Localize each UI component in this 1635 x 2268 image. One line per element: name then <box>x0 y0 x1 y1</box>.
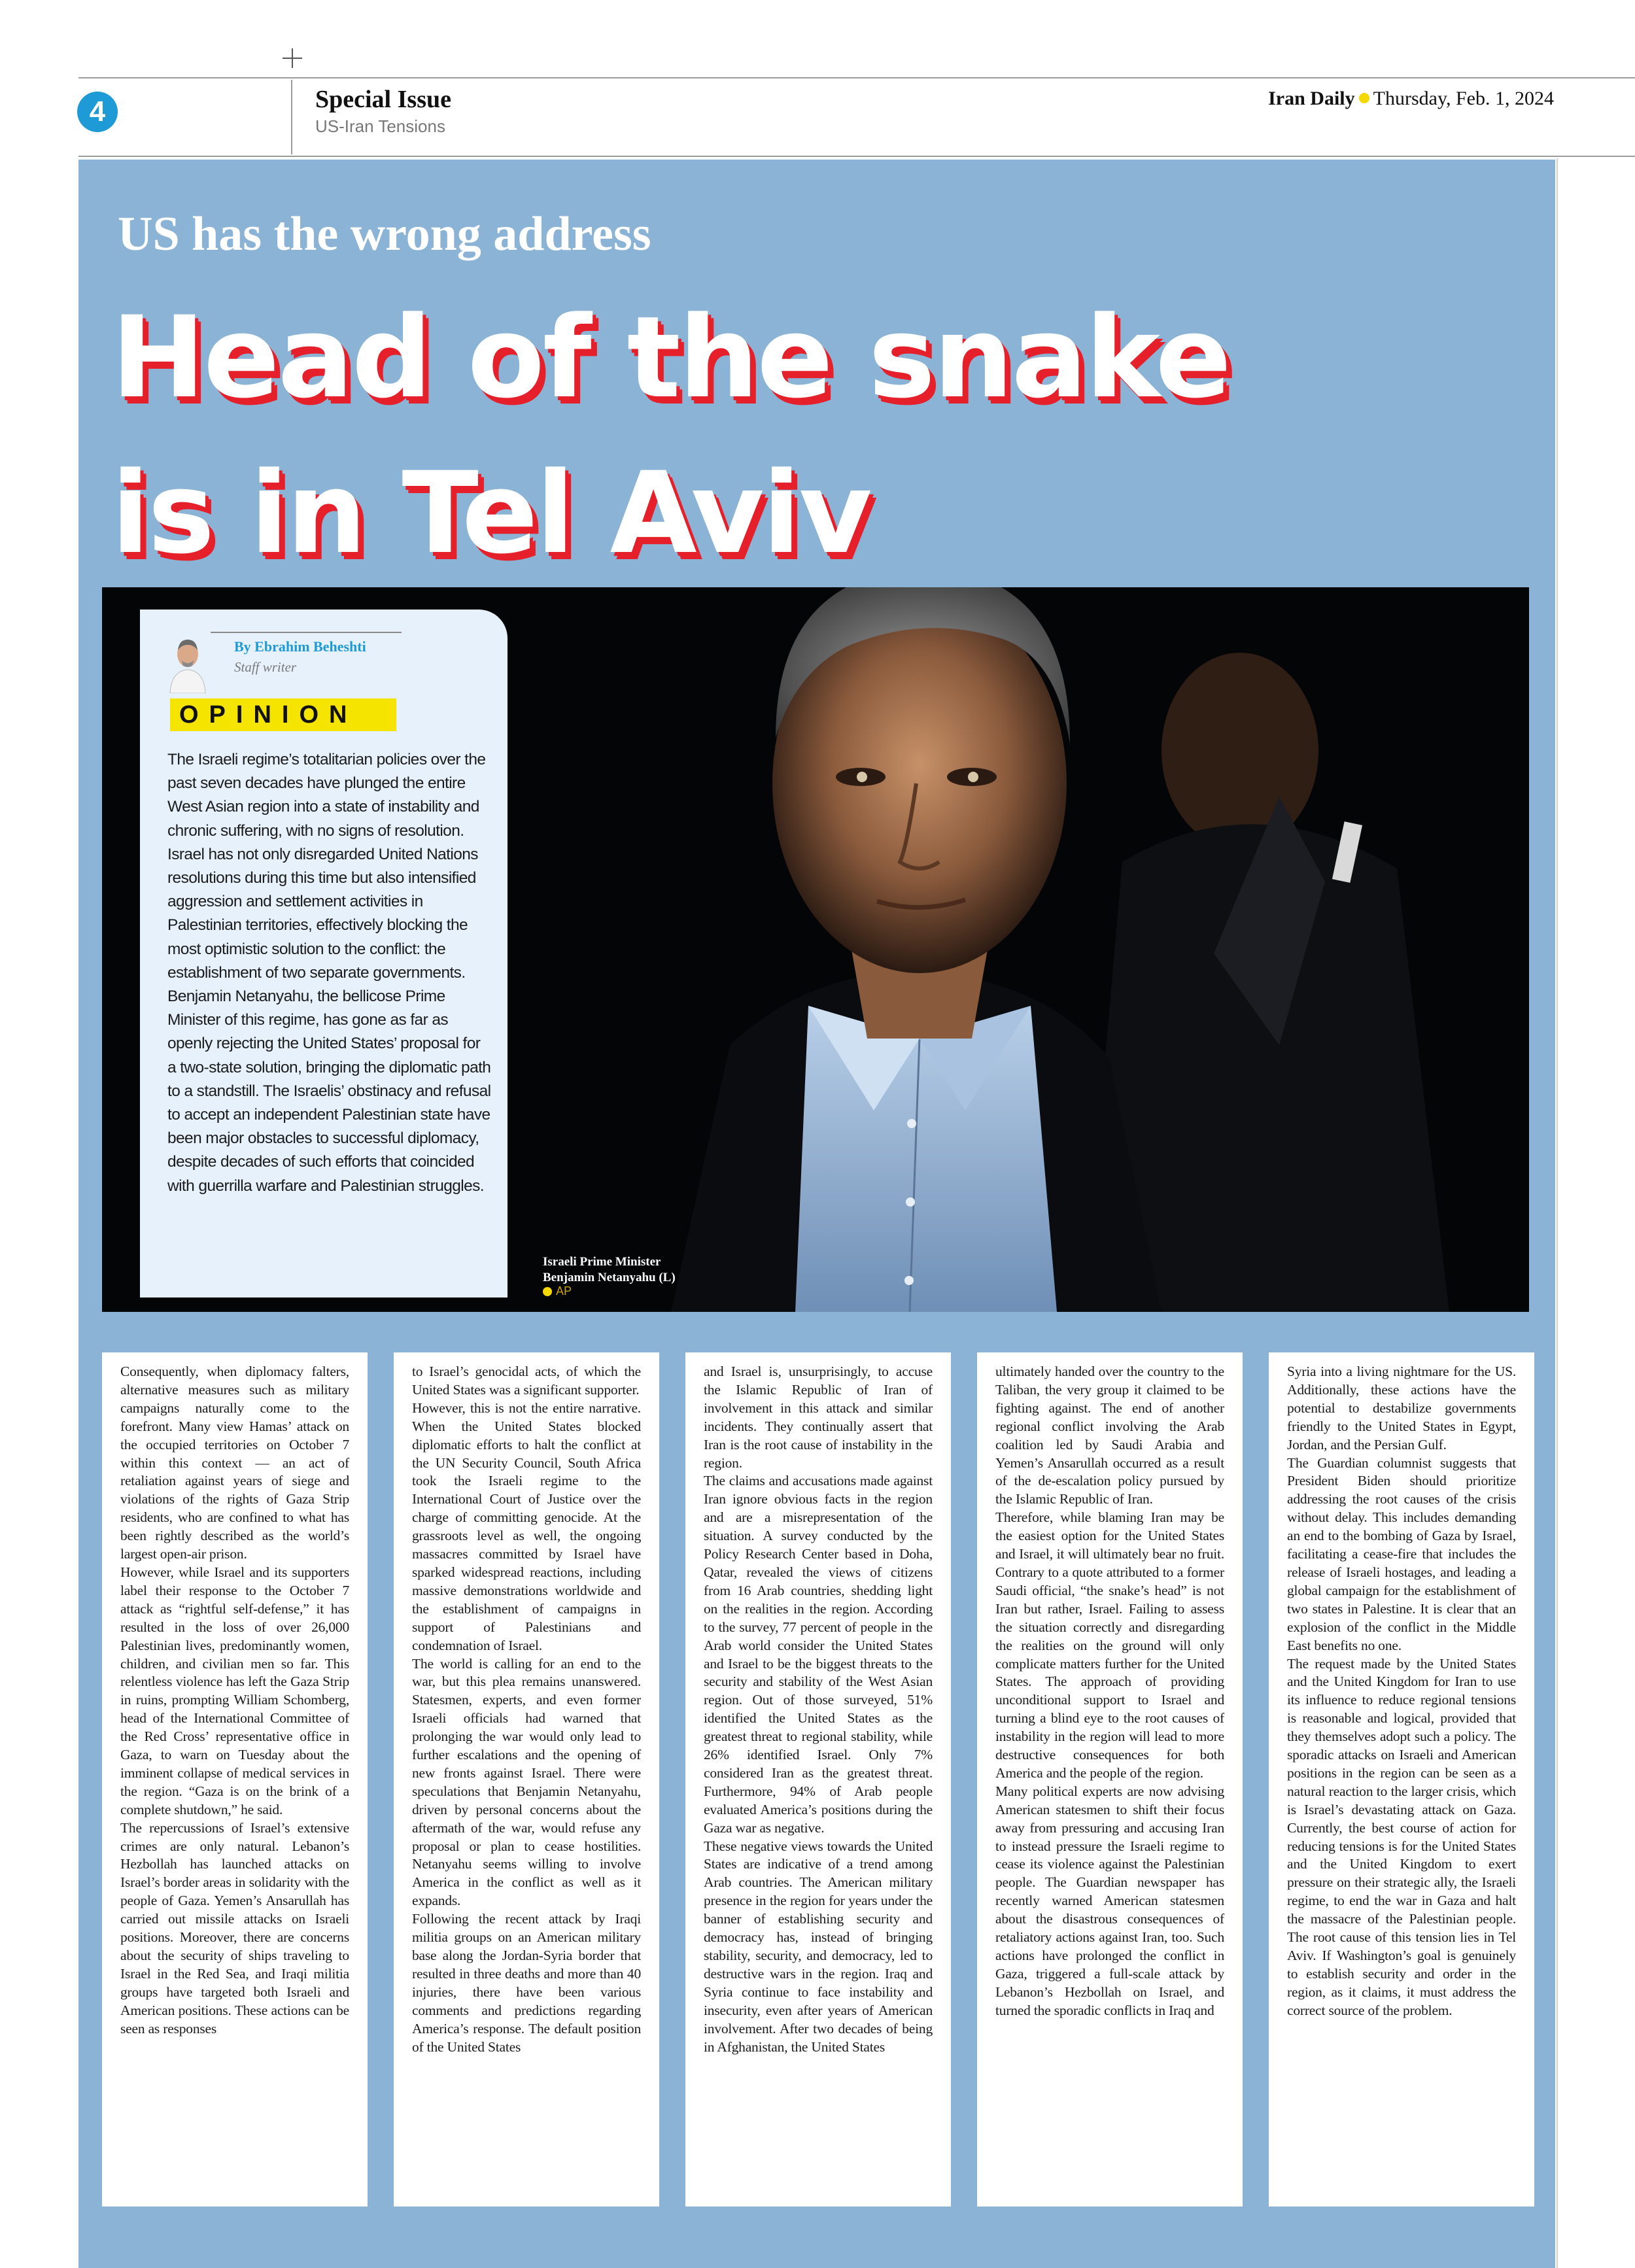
paragraph: Syria into a living nightmare for the US. Additionally, these actions have the potential to destabilize governments friendly to the United States in Egypt, Jordan, and the Persian Gulf. <box>1287 1364 1516 1452</box>
paragraph: Many political experts are now advising American statesmen to shift their focus away from pressuring and accusing Iran to instead pressure the Israeli regime to cease its violence against the Palestinian people. The Guardian newspaper has recently warned American statesmen about the disastrous consequences of retaliatory actions against Iran, too. Such actions have prolonged the conflict in Gaza, triggered a full-scale attack by Lebanon’s Hezbollah on Israel, and turned the sporadic conflicts in Iraq and <box>995 1783 1224 2018</box>
paragraph: The Guardian columnist suggests that President Biden should prioritize addressing the root causes of the crisis without delay. This includes demanding an end to the bombing of Gaza by Israel, facilitating a cease-fire that includes the release of Israeli hostages, and leading a global campaign for the establishment of two states in Palestine. It is clear that an explosion of the conflict in the Middle East benefits no one. <box>1287 1454 1516 1653</box>
author-role: Staff writer <box>234 659 297 675</box>
byline-rule <box>186 632 402 633</box>
article-column-2 <box>394 1352 659 2207</box>
section-subtitle: US-Iran Tensions <box>315 116 445 136</box>
intro-paragraph: Benjamin Netanyahu, the bellicose Prime Minister of this regime, has gone as far as openly rejecting the United States’ proposal for a two-state solution, bringing the diplomatic path to a standstill. The Israelis’ obstinacy and refusal to accept an independent Palestinian state have been major obstacles to successful diplomacy, despite decades of such efforts that coincided with guerrilla warfare and Palestinian struggles. <box>167 988 491 1195</box>
article-column-5 <box>1269 1352 1534 2207</box>
paragraph: The request made by the United States and the United Kingdom for Iran to use its influence to reduce regional tensions is reasonable and logical, provided that they themselves adopt such a policy. The sporadic attacks on Israeli and American positions in the region can be seen as a natural reaction to the larger crisis, which is Israel’s devastating attack on Gaza. Currently, the best course of action for reducing tensions is for the United States and the United Kingdom to exert pressure on their strategic ally, the Israeli regime, to end the war in Gaza and halt the massacre of the Palestinian people. The root cause of this tension lies in Tel Aviv. If Washington’s goal is genuinely to establish security and order in the region, as it claims, it must address the correct source of the problem. <box>1287 1655 1516 2018</box>
photo-caption-line2: Benjamin Netanyahu (L) <box>543 1271 676 1284</box>
paragraph: These negative views towards the United States are indicative of a trend among Arab countries. The American military presence in the region for years under the banner of establishing security and democracy has, instead of bringing stability, security, and democracy, led to destructive wars in the region. Iraq and Syria continue to face instability and insecurity, even after years of American involvement. After two decades of being in Afghanistan, the United States <box>704 1838 933 2055</box>
header-top-rule <box>78 77 1635 78</box>
intro-paragraph: The Israeli regime’s totalitarian policies over the past seven decades have plunged the entire West Asian region into a state of instability and chronic suffering, with no signs of resolution. Israel has not only disregarded United Nations resolutions during this time but also intensified aggression and settlement activities in Palestinian territories, effectively blocking the most optimistic solution to the conflict: the establishment of two separate governments. <box>167 751 486 982</box>
crop-mark-icon <box>283 48 302 68</box>
header-separator <box>291 80 292 154</box>
headline-line-1: Head of the snake <box>111 292 1230 423</box>
section-title: Special Issue <box>315 86 451 113</box>
masthead <box>1268 88 1554 110</box>
page-margin <box>1557 158 1635 2268</box>
article-column-3 <box>685 1352 951 2207</box>
author-avatar <box>165 630 211 693</box>
separator-dot-icon <box>1359 93 1369 103</box>
paragraph: and Israel is, unsurprisingly, to accuse the Islamic Republic of Iran of involvement in this attack and similar incidents. They continually assert that Iran is the root cause of instability in the region. <box>704 1364 933 1471</box>
paragraph: to Israel’s genocidal acts, of which the United States was a significant supporter. <box>412 1364 641 1398</box>
article-column-4 <box>977 1352 1243 2207</box>
paragraph: ultimately handed over the country to the Taliban, the very group it claimed to be fighting against. The end of another regional conflict involving the Arab coalition led by Saudi Arabia and Yemen’s Ansarullah occurred as a result of the de-escalation policy pursued by the Islamic Republic of Iran. <box>995 1364 1224 1507</box>
author-name: By Ebrahim Beheshti <box>234 638 366 655</box>
paragraph: Therefore, while blaming Iran may be the easiest option for the United States and Israel, it will ultimately bear no fruit. Contrary to a quote attributed to a former Saudi official, “the snake’s head” is not Iran but rather, Israel. Failing to assess the situation correctly and disregarding the realities on the ground will only complicate matters further for the United States. The approach of providing unconditional support to Israel and turning a blind eye to the root causes of instability in the region will lead to more destructive consequences for both America and the people of the region. <box>995 1509 1224 1781</box>
photo-credit-text: AP <box>556 1284 572 1297</box>
header-bottom-rule <box>78 156 1635 157</box>
kicker: US has the wrong address <box>118 207 651 261</box>
photo-credit <box>543 1284 572 1298</box>
credit-dot-icon <box>543 1287 552 1296</box>
intro-text <box>167 748 492 1198</box>
photo-caption-line1: Israeli Prime Minister <box>543 1255 661 1269</box>
page-number-badge: 4 <box>77 92 118 132</box>
paragraph: Consequently, when diplomacy falters, alternative measures such as military campaigns naturally come to the forefront. Many view Hamas’ attack on the occupied territories on October 7 within this context — an act of retaliation against years of siege and violations of the rights of Gaza Strip residents, who are confined to what has been rightly described as the world’s largest open-air prison. <box>120 1364 349 1562</box>
paragraph: However, this is not the entire narrative. When the United States blocked diplomatic efforts to halt the conflict at the UN Security Council, South Africa took the Israeli regime to the International Court of Justice over the charge of committing genocide. At the grassroots level as well, the ongoing massacres committed by Israel have sparked widespread reactions, including massive demonstrations worldwide and the establishment of campaigns in support of Palestinians and condemnation of Israel. <box>412 1400 641 1653</box>
photo-caption <box>543 1254 676 1286</box>
paragraph: However, while Israel and its supporters label their response to the October 7 attack as “rightful self-defense,” it has resulted in the loss of over 26,000 Palestinian lives, predominantly women, children, and civilian men so far. This relentless violence has left the Gaza Strip in ruins, prompting William Schomberg, head of the International Committee of the Red Cross’ representative office in Gaza, to warn on Tuesday about the imminent collapse of medical services in the region. “Gaza is on the brink of a complete shutdown,” he said. <box>120 1564 349 1817</box>
paragraph: Following the recent attack by Iraqi militia groups on an American military base along the Jordan-Syria border that resulted in three deaths and more than 40 injuries, there have been various comments and predictions regarding America’s response. The default position of the United States <box>412 1911 641 2055</box>
paragraph: The repercussions of Israel’s extensive crimes are only natural. Lebanon’s Hezbollah has launched attacks on Israel’s border areas in solidarity with the people of Gaza. Yemen’s Ansarullah has carried out missile attacks on Israeli positions. Moreover, there are concerns about the security of ships traveling to Israel in the Red Sea, and Iraqi militia groups have targeted both Israeli and American positions. These actions can be seen as responses <box>120 1819 349 2036</box>
paragraph: The claims and accusations made against Iran ignore obvious facts in the region and are a misrepresentation of the situation. A survey conducted by the Policy Research Center based in Doha, Qatar, revealed the views of citizens from 16 Arab countries, shedding light on the realities in the region. According to the survey, 77 percent of people in the Arab world consider the United States and Israel to be the biggest threats to the security and stability of the West Asian region. Out of those surveyed, 51% identified the United States as the greatest threat to regional stability, while 26% identified Israel. Only 7% considered Iran as the greatest threat. Furthermore, 94% of Arab people evaluated America’s positions during the Gaza war as negative. <box>704 1473 933 1836</box>
publication-name: Iran Daily <box>1268 88 1355 109</box>
paragraph: The world is calling for an end to the war, but this plea remains unanswered. Statesmen, experts, and even former Israeli officials had warned that prolonging the war would only lead to further escalations and the opening of new fronts against Israel. There were speculations that Benjamin Netanyahu, driven by personal concerns about the aftermath of the war, would refuse any proposal or plan to cease hostilities. Netanyahu seems willing to involve America in the conflict as well as it expands. <box>412 1655 641 1909</box>
headline <box>111 280 1354 591</box>
opinion-box <box>140 610 508 1297</box>
opinion-label: OPINION <box>170 698 396 731</box>
issue-date: Thursday, Feb. 1, 2024 <box>1373 88 1554 109</box>
headline-line-2: is in Tel Aviv <box>111 447 870 579</box>
article-column-1 <box>102 1352 368 2207</box>
